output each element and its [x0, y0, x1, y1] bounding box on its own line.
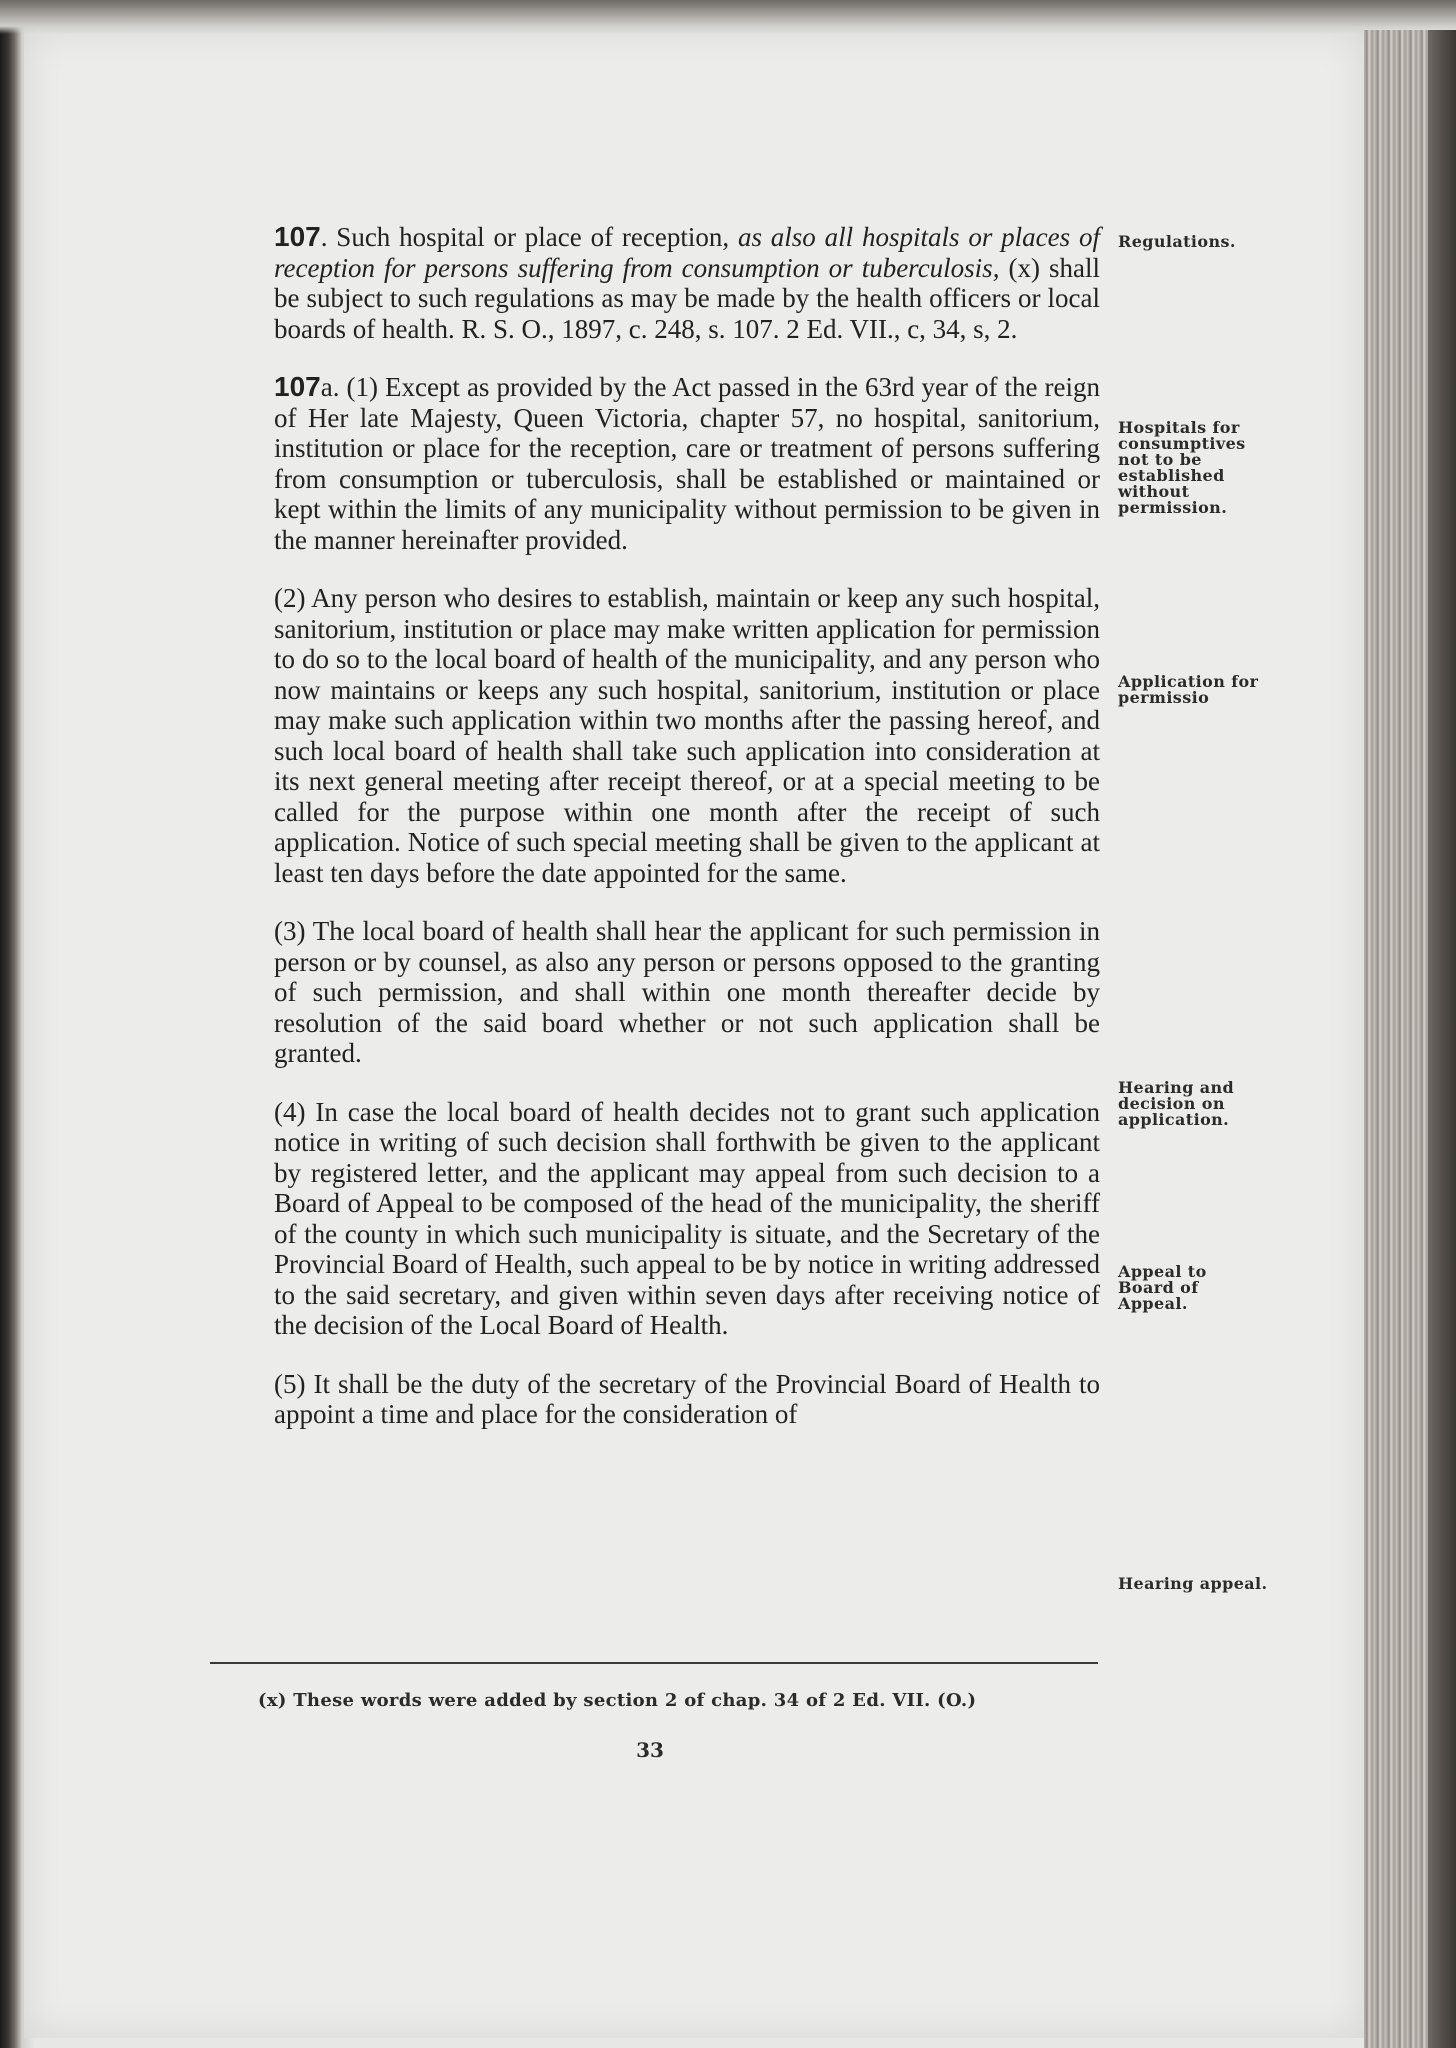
margin-note-appeal: Appeal to Board of Appeal. — [1118, 1262, 1207, 1313]
margin-note-hearing-decision: Hearing and decision on application. — [1118, 1078, 1235, 1129]
section-number: 107 — [274, 221, 321, 252]
subsection-4-paragraph: (4) In case the local board of health decides not to grant such application notice in writing of such decision shall forthwith be given to the applicant by registered letter, and the applicant may appeal from such decision to a Board of Appeal to be composed of the head of the municipality, the sheriff of the county in which such municipality is situate, and the Secretary of the Provincial Board of Health, such appeal to be by notice in writing addressed to the said secretary, and given within seven days after receiving notice of the decision of the Local Board of Health. — [274, 1096, 1100, 1340]
margin-note-application: Application for permissio — [1118, 672, 1259, 707]
footnote-rule — [210, 1662, 1098, 1664]
page-number: 33 — [636, 1738, 664, 1762]
book-edge — [1364, 30, 1456, 2048]
italic-insertion: as also all hospitals or places of reception for persons suffering from consumption or tuberculosis, — [274, 222, 1100, 283]
page-top-edge — [0, 0, 1456, 34]
section-107-paragraph — [210, 222, 1100, 344]
section-107a-paragraph — [210, 372, 1100, 555]
section-number: 107 — [274, 371, 321, 402]
page-body — [210, 222, 1100, 1430]
margin-note-hospitals: Hospitals for consumptives not to be established without permission. — [1118, 418, 1246, 517]
subsection-3-paragraph: (3) The local board of health shall hear the applicant for such permission in person or by counsel, as also any person or persons opposed to the granting of such permission, and shall within one month thereafter decide by resolution of the said board whether or not such application shall be granted. — [274, 916, 1100, 1068]
margin-note-hearing-appeal: Hearing appeal. — [1118, 1574, 1268, 1593]
subsection-2-paragraph: (2) Any person who desires to establish, maintain or keep any such hospital, sanitorium, institution or place may make written application for permission to do so to the local board of health of the municipality, and any person who now maintains or keeps any such hospital, sanitorium, institution or place may make such application within two months after the passing hereof, and such local board of health shall take such application into consideration at its next general meeting after receipt thereof, or at a special meeting to be called for the purpose within one month after the receipt of such application. Notice of such special meeting shall be given to the applicant at least ten days before the date appointed for the same. — [274, 583, 1100, 888]
section-text-continued: (x) shall be subject to such regulations as may be made by the health officers or local boards of health. R. S. O., 1897, c. 248, s. 107. 2 Ed. VII., c, 34, s, 2. — [274, 252, 1100, 344]
section-text: a. (1) Except as provided by the Act passed in the 63rd year of the reign of Her late Majesty, Queen Victoria, chapter 57, no hospital, sanitorium, institution or place for the reception, care or treatment of persons suffering from consumption or tuberculosis, shall be established or maintained or kept within the limits of any municipality without permission to be given in the manner hereinafter provided. — [274, 372, 1100, 555]
margin-note-regulations: Regulations. — [1118, 232, 1236, 251]
footnote: (x) These words were added by section 2 of chap. 34 of 2 Ed. VII. (O.) — [258, 1690, 977, 1711]
section-text: . Such hospital or place of reception, — [320, 222, 738, 252]
subsection-5-paragraph: (5) It shall be the duty of the secretary of the Provincial Board of Health to appoint a time and place for the consideration of — [274, 1368, 1100, 1429]
